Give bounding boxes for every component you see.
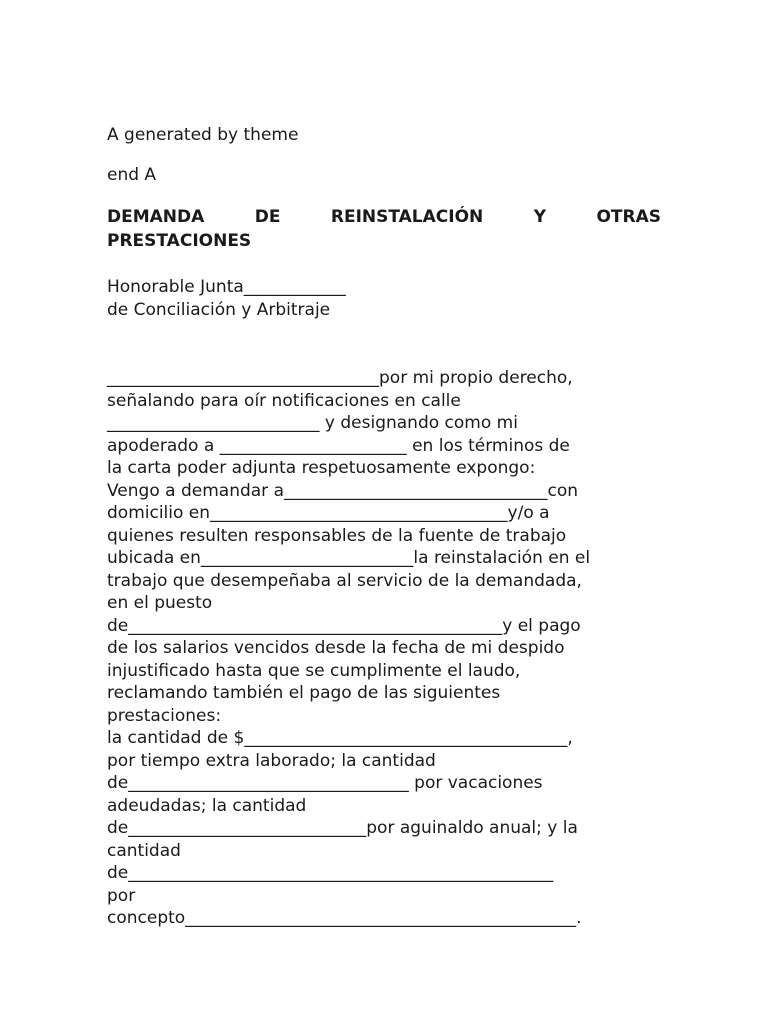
title-word: Y bbox=[533, 207, 547, 227]
meta-line-2: end A bbox=[107, 164, 157, 185]
meta-line-1: A generated by theme bbox=[107, 125, 299, 145]
body-line: apoderado a ______________________ en los términos de bbox=[107, 435, 570, 456]
body-line: por bbox=[107, 885, 136, 906]
body-line: de_________________________________ por vacaciones bbox=[107, 773, 543, 793]
addressee-block bbox=[107, 276, 661, 321]
body-line: de____________________________________________y el pago bbox=[107, 615, 581, 636]
body-line: de los salarios vencidos desde la fecha de mi despido bbox=[107, 638, 565, 658]
title-word: DEMANDA bbox=[107, 207, 205, 227]
body-line: la cantidad de $______________________________________, bbox=[107, 728, 573, 748]
addressee-line-1: Honorable Junta____________ bbox=[107, 277, 346, 297]
body-line: de__________________________________________________ bbox=[107, 863, 554, 883]
title-row-1 bbox=[107, 206, 661, 230]
body-line: por tiempo extra laborado; la cantidad bbox=[107, 750, 436, 771]
document-title bbox=[107, 206, 661, 253]
body-line: en el puesto bbox=[107, 593, 213, 613]
body-line: señalando para oír notificaciones en calle bbox=[107, 390, 461, 411]
addressee-line-2: de Conciliación y Arbitraje bbox=[107, 299, 331, 320]
body-line: _________________________ y designando como mi bbox=[107, 413, 518, 433]
title-row-2: PRESTACIONES bbox=[107, 230, 252, 251]
body-line: injustificado hasta que se cumplimente el laudo, bbox=[107, 660, 521, 681]
body-line: prestaciones: bbox=[107, 705, 222, 726]
title-word: OTRAS bbox=[596, 207, 661, 227]
body-line: Vengo a demandar a_______________________________con bbox=[107, 480, 579, 501]
title-word: DE bbox=[254, 207, 281, 227]
body-line: adeudadas; la cantidad bbox=[107, 795, 307, 816]
body-line: trabajo que desempeñaba al servicio de la demandada, bbox=[107, 570, 582, 591]
body-line: ________________________________por mi propio derecho, bbox=[107, 368, 573, 388]
title-word: REINSTALACIÓN bbox=[330, 207, 484, 227]
document-page bbox=[107, 124, 661, 930]
body-line: la carta poder adjunta respetuosamente expongo: bbox=[107, 458, 536, 478]
body-line: concepto______________________________________________. bbox=[107, 908, 582, 928]
body-line: reclamando también el pago de las siguientes bbox=[107, 683, 501, 703]
body-line: domicilio en___________________________________y/o a bbox=[107, 503, 550, 523]
body-line: ubicada en_________________________la reinstalación en el bbox=[107, 548, 591, 568]
body-line: cantidad bbox=[107, 840, 181, 861]
body-line: quienes resulten responsables de la fuente de trabajo bbox=[107, 525, 567, 546]
body-text bbox=[107, 367, 661, 930]
body-line: de____________________________por aguinaldo anual; y la bbox=[107, 818, 578, 838]
